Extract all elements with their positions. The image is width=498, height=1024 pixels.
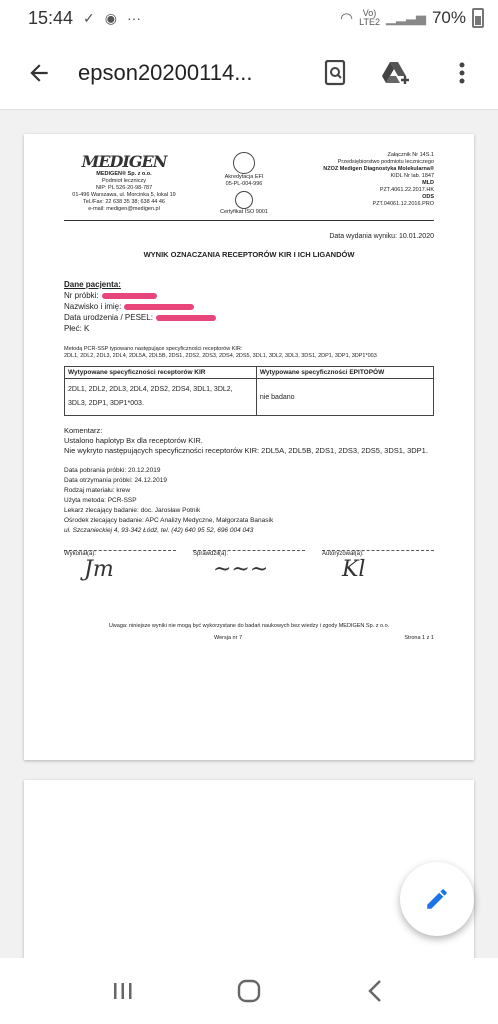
- lab-line: Przedsiębiorstwo podmiotu leczniczego: [337, 159, 434, 165]
- document-header: [64, 152, 434, 221]
- add-to-drive-icon: [381, 60, 411, 86]
- patient-data: [64, 279, 434, 334]
- name-label: Nazwisko i imię:: [64, 302, 122, 311]
- lte-label: LTE2: [359, 17, 380, 27]
- issue-date: Data wydania wyniku: 10.01.2020: [329, 233, 434, 240]
- table-header: Wytypowane specyficzności EPITOPÓW: [256, 367, 433, 379]
- recents-button[interactable]: [93, 966, 153, 1016]
- overflow-dots-icon: ···: [127, 10, 141, 26]
- info-line: Data otrzymania próbki: 24.12.2019: [64, 477, 167, 484]
- comment-heading: Komentarz:: [64, 426, 103, 435]
- home-button[interactable]: [219, 966, 279, 1016]
- system-nav-bar: [0, 958, 498, 1024]
- company-line: NIP: PL 526-20-98-787: [95, 185, 153, 191]
- annex-label: Załącznik Nr 14S.1: [387, 152, 434, 158]
- back-nav-button[interactable]: [345, 966, 405, 1016]
- search-document-icon: [324, 60, 348, 86]
- signature-block: [64, 550, 176, 595]
- handwritten-signature: ~~~: [213, 557, 269, 582]
- signature-label: Autoryzował(a):: [322, 551, 364, 557]
- redaction-mark: [102, 293, 157, 299]
- scanned-document: [64, 152, 434, 641]
- back-button[interactable]: [0, 36, 78, 110]
- file-title: epson20200114...: [78, 59, 253, 85]
- info-line: Ośrodek zlecający badanie: APC Analizy Medyczne, Małgorzata Banasik: [64, 517, 274, 524]
- add-to-drive-button[interactable]: [366, 36, 426, 110]
- epitope-result-cell: nie badano: [256, 379, 433, 416]
- volte-label: Vo): [362, 8, 377, 18]
- signal-icon: ▁▂▃▅: [385, 10, 426, 25]
- document-page-2[interactable]: [24, 780, 474, 958]
- iso-certificate-icon: [235, 191, 253, 209]
- info-line: Rodzaj materiału: krew: [64, 487, 131, 494]
- document-viewer[interactable]: [0, 110, 498, 958]
- wifi-icon: ◠: [340, 10, 354, 27]
- signature-block: [322, 550, 434, 595]
- info-line: Użyta metoda: PCR-SSP: [64, 497, 137, 504]
- home-icon: [237, 979, 261, 1003]
- chevron-left-icon: [367, 979, 383, 1003]
- document-page-1[interactable]: [24, 134, 474, 760]
- efi-accreditation-icon: [233, 152, 255, 174]
- battery-icon: [472, 8, 484, 28]
- table-row: [65, 379, 434, 416]
- page-number-label: Strona 1 z 1: [404, 635, 434, 641]
- status-time: 15:44: [28, 7, 74, 28]
- document-title: WYNIK OZNACZANIA RECEPTORÓW KIR I ICH LIGANDÓW: [143, 250, 355, 259]
- method-line: Metodą PCR-SSP typowano następujące specyficzności receptorów KIR:: [64, 346, 243, 352]
- company-line: 01-496 Warszawa, ul. Morcinka 5, lokal 19: [72, 192, 176, 198]
- recents-icon: [112, 981, 134, 1001]
- table-header: Wytypowane specyficzności receptorów KIR: [65, 367, 257, 379]
- patient-row: [64, 290, 434, 301]
- network-label: [359, 9, 380, 27]
- comment-line: Ustalono haplotyp Bx dla receptorów KIR.: [64, 436, 203, 445]
- company-line: e-mail: medigen@medigen.pl: [88, 206, 160, 212]
- status-bar: [0, 0, 498, 36]
- footnote: Uwaga: niniejsze wyniki nie mogą być wykorzystane do badań naukowych bez wiedzy i zgody MEDIGEN Sp. z o.o.: [108, 623, 390, 629]
- info-line: Data pobrania próbki: 20.12.2019: [64, 467, 161, 474]
- patient-row: [64, 301, 434, 312]
- lab-line: KIDL Nr lab. 1847: [390, 173, 434, 179]
- sample-info: [64, 466, 434, 536]
- edit-fab[interactable]: [400, 862, 474, 936]
- download-done-icon: ✓: [83, 9, 95, 26]
- lab-info-block: [304, 152, 434, 216]
- arrow-left-icon: [26, 60, 52, 86]
- signature-block: [193, 550, 305, 595]
- battery-percent: 70%: [431, 8, 466, 27]
- redaction-mark: [124, 304, 194, 310]
- company-line: Tel./Fax: 22 638 35 38; 638 44 46: [83, 199, 165, 205]
- chrome-icon: ◉: [104, 9, 117, 26]
- info-line: Lekarz zlecający badanie: doc. Jarosław Potnik: [64, 507, 201, 514]
- pencil-icon: [424, 886, 450, 912]
- more-options-button[interactable]: [432, 36, 492, 110]
- table-header-row: [65, 367, 434, 379]
- kir-result-cell: 2DL1, 2DL2, 2DL3, 2DL4, 2DS2, 2DS4, 3DL1, 3DL2, 3DL3, 2DP1, 3DP1*003.: [65, 379, 257, 416]
- app-bar: [0, 36, 498, 110]
- iso-label: Certyfikat ISO 9001: [220, 209, 268, 215]
- lab-line: PZT.4061.22.2017.HK: [379, 187, 434, 193]
- signature-label: Wykonał(a):: [64, 551, 96, 557]
- medigen-logo: MEDIGEN: [81, 152, 167, 171]
- lab-line: ODS: [422, 194, 434, 200]
- comment-section: [64, 426, 434, 456]
- signature-label: Sprawdził(a):: [193, 551, 229, 557]
- accreditation-code: 05-PL-004-996: [225, 181, 263, 187]
- redaction-mark: [156, 315, 216, 321]
- company-block: [64, 152, 184, 216]
- info-line: ul. Szczanieckiej 4, 93-342 Łódź, tel. (42) 640 95 52, 696 004 043: [64, 527, 254, 534]
- status-right: [340, 8, 484, 28]
- footer-row: [64, 635, 434, 641]
- lab-line: PZT.04061.12.2016.PRO: [372, 201, 434, 207]
- version-label: Wersja nr 7: [214, 635, 243, 641]
- lab-line: MLD: [422, 180, 434, 186]
- find-in-document-button[interactable]: [306, 36, 366, 110]
- handwritten-signature: Kl: [342, 557, 366, 582]
- company-name: MEDIGEN® Sp. z o.o.: [96, 171, 152, 177]
- comment-line: Nie wykryto następujących specyficzności receptorów KIR: 2DL5A, 2DL5B, 2DS1, 2DS3, 2DS5, 3DS1, 3DP1.: [64, 446, 428, 455]
- sample-number-label: Nr próbki:: [64, 291, 99, 300]
- patient-heading: Dane pacjenta:: [64, 280, 121, 289]
- patient-row: [64, 312, 434, 323]
- lab-line: NZOZ Medigen Diagnostyka Molekularna®: [323, 166, 434, 172]
- signatures-row: [64, 550, 434, 595]
- handwritten-signature: Jm: [84, 557, 114, 582]
- typed-list: 2DL1, 2DL2, 2DL3, 2DL4, 2DL5A, 2DL5B, 2DS1, 2DS2, 2DS3, 2DS4, 2DS5, 3DL1, 3DL2, 3DL3, 3DS1, 2DP1, 3DP1, 3DP1*003: [64, 353, 377, 359]
- certifications-block: [204, 152, 284, 216]
- accreditation-label: Akredytacja EFI: [224, 174, 264, 180]
- more-vert-icon: [459, 62, 465, 84]
- sex-label: Płeć: K: [64, 324, 90, 333]
- company-line: Podmiot leczniczy: [101, 178, 147, 184]
- kir-results-table: [64, 366, 434, 416]
- dob-label: Data urodzenia / PESEL:: [64, 313, 153, 322]
